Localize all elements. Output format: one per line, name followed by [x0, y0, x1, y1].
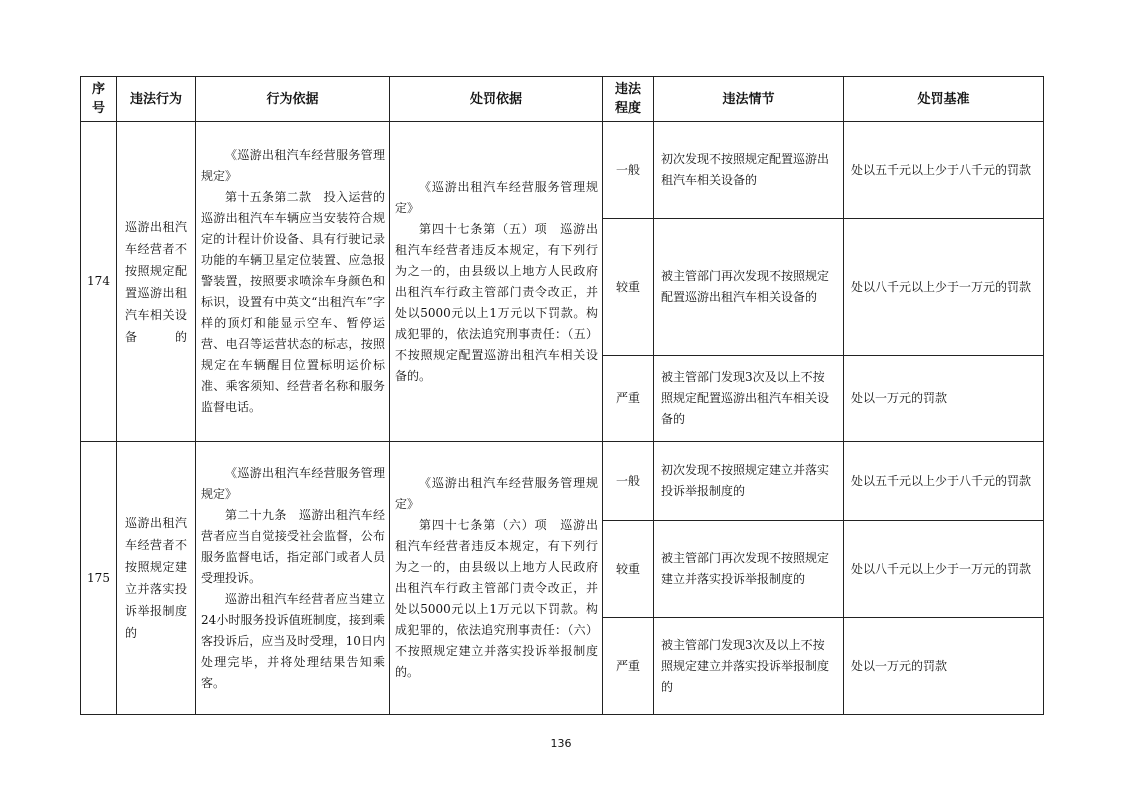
penalty-standard: 处以五千元以上少于八千元的罚款 [844, 442, 1044, 521]
circumstance: 被主管部门再次发现不按照规定建立并落实投诉举报制度的 [654, 521, 844, 618]
basis-title: 《巡游出租汽车经营服务管理规定》 [201, 148, 385, 183]
degree: 严重 [603, 618, 654, 715]
degree: 严重 [603, 356, 654, 442]
table-row [81, 442, 1044, 521]
header-circumstance: 违法情节 [654, 77, 844, 122]
penalty-title: 《巡游出租汽车经营服务管理规定》 [395, 476, 598, 511]
degree: 一般 [603, 442, 654, 521]
violation-act: 巡游出租汽车经营者不按照规定建立并落实投诉举报制度的 [117, 442, 196, 715]
penalty-title: 《巡游出租汽车经营服务管理规定》 [395, 179, 598, 215]
circumstance: 初次发现不按照规定配置巡游出租汽车相关设备的 [654, 122, 844, 219]
penalty-standard: 处以五千元以上少于八千元的罚款 [844, 122, 1044, 219]
basis-body-2: 巡游出租汽车经营者应当建立24小时服务投诉值班制度，接到乘客投诉后，应当及时受理，10日内处理完毕，并将处理结果告知乘客。 [201, 591, 385, 690]
header-degree: 违法程度 [603, 77, 654, 122]
penalty-basis [390, 122, 603, 442]
header-basis: 行为依据 [196, 77, 390, 122]
circumstance: 被主管部门再次发现不按照规定配置巡游出租汽车相关设备的 [654, 219, 844, 356]
penalty-basis [390, 442, 603, 715]
basis-body: 第十五条第二款 投入运营的巡游出租汽车车辆应当安装符合规定的计程计价设备、具有行驶记录功能的车辆卫星定位装置、应急报警装置，按照要求喷涂车身颜色和标识，设置有中英文“出租汽车”字样的顶灯和能显示空车、暂停运营、电召等运营状态的标志，按照规定在车辆醒目位置标明运价标准、乘客须知、经营者名称和服务监督电话。 [201, 190, 385, 414]
basis-body: 第二十九条 巡游出租汽车经营者应当自觉接受社会监督，公布服务监督电话，指定部门或者人员受理投诉。 [201, 507, 385, 585]
table-header-row [81, 77, 1044, 122]
legal-basis [196, 442, 390, 715]
header-no: 序号 [81, 77, 117, 122]
header-act: 违法行为 [117, 77, 196, 122]
circumstance: 被主管部门发现3次及以上不按照规定配置巡游出租汽车相关设备的 [654, 356, 844, 442]
circumstance: 被主管部门发现3次及以上不按照规定建立并落实投诉举报制度的 [654, 618, 844, 715]
row-number: 174 [81, 122, 117, 442]
legal-basis [196, 122, 390, 442]
basis-title: 《巡游出租汽车经营服务管理规定》 [201, 465, 385, 501]
degree: 一般 [603, 122, 654, 219]
table-row [81, 122, 1044, 219]
penalty-standard: 处以八千元以上少于一万元的罚款 [844, 521, 1044, 618]
penalty-standard: 处以八千元以上少于一万元的罚款 [844, 219, 1044, 356]
penalty-standard-table [80, 76, 1044, 715]
row-number: 175 [81, 442, 117, 715]
degree: 较重 [603, 219, 654, 356]
violation-act: 巡游出租汽车经营者不按照规定配置巡游出租汽车相关设备的 [117, 122, 196, 442]
page-number: 136 [550, 737, 572, 750]
header-standard: 处罚基准 [844, 77, 1044, 122]
header-penalty: 处罚依据 [390, 77, 603, 122]
penalty-body: 第四十七条第（六）项 巡游出租汽车经营者违反本规定，有下列行为之一的，由县级以上地方人民政府出租汽车行政主管部门责令改正，并处以5000元以上1万元以下罚款。构成犯罪的，依法追究刑事责任：（六）不按照规定建立并落实投诉举报制度的。 [395, 518, 598, 679]
penalty-standard: 处以一万元的罚款 [844, 618, 1044, 715]
penalty-standard: 处以一万元的罚款 [844, 356, 1044, 442]
circumstance: 初次发现不按照规定建立并落实投诉举报制度的 [654, 442, 844, 521]
penalty-body: 第四十七条第（五）项 巡游出租汽车经营者违反本规定，有下列行为之一的，由县级以上地方人民政府出租汽车行政主管部门责令改正，并处以5000元以上1万元以下罚款。构成犯罪的，依法追究刑事责任：（五）不按照规定配置巡游出租汽车相关设备的。 [395, 221, 598, 383]
degree: 较重 [603, 521, 654, 618]
